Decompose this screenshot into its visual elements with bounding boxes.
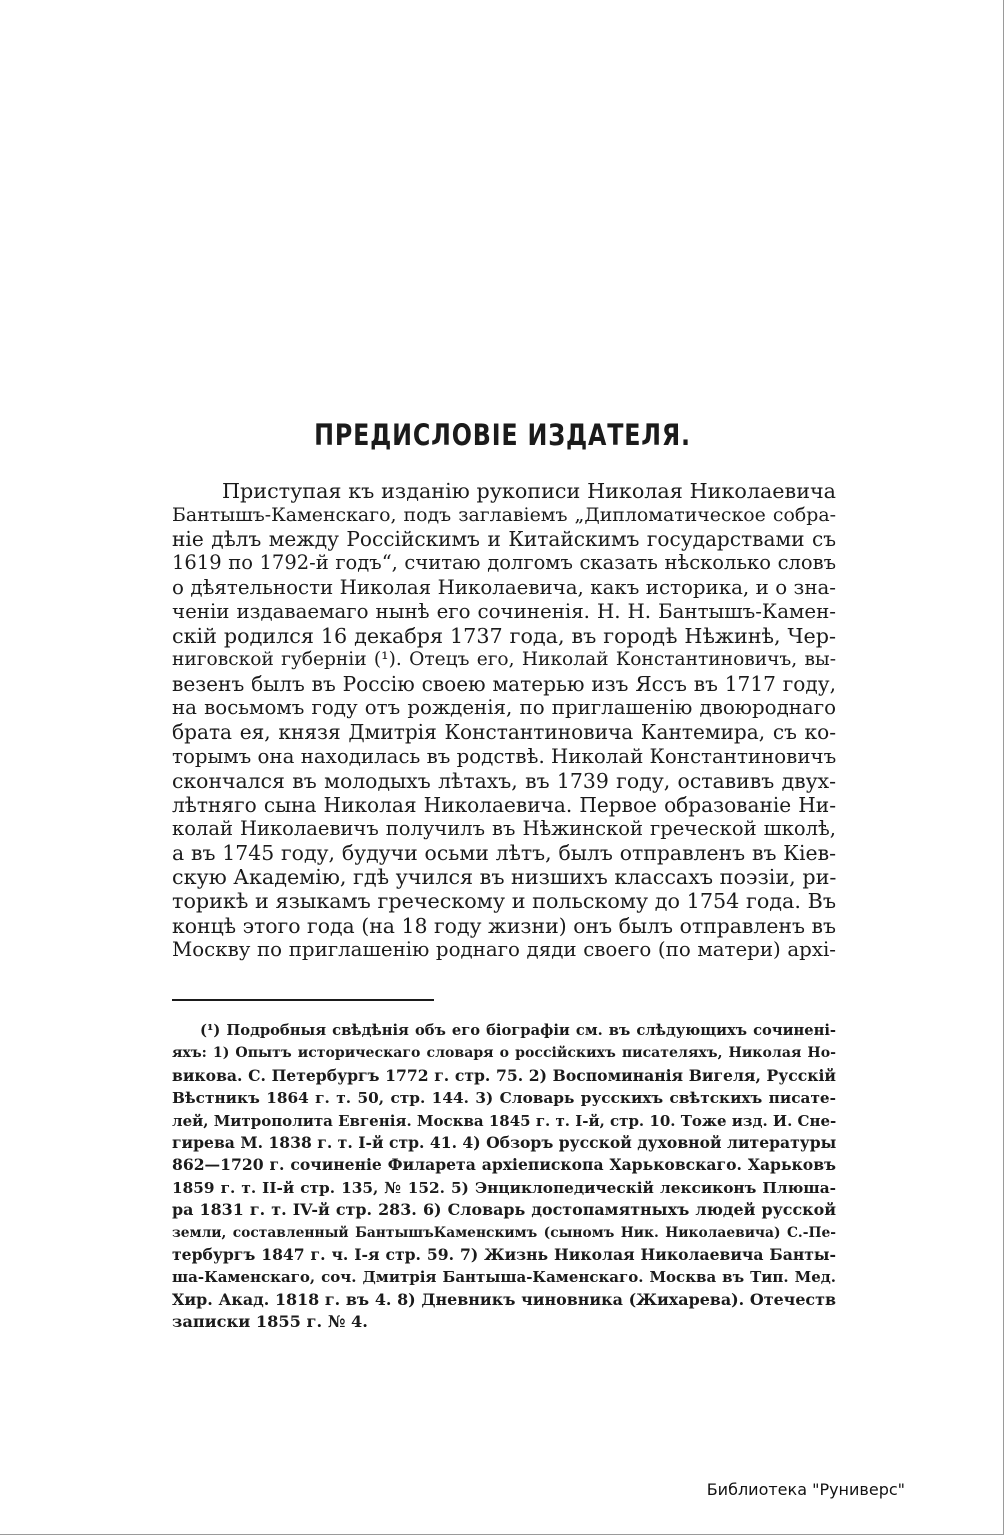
paragraph-line: Бантышъ-Каменскаго, подъ заглавіемъ „Дипломатическое собра- [172, 504, 836, 527]
paragraph-line: торикѣ и языкамъ греческому и польскому до 1754 года. Въ [172, 889, 836, 914]
paragraph-line: концѣ этого года (на 18 году жизни) онъ былъ отправленъ въ [172, 913, 836, 938]
paragraph-line: на восьмомъ году отъ рожденія, по приглашенію двоюроднаго [172, 696, 836, 720]
footnote-line: записки 1855 г. № 4. [172, 1312, 368, 1332]
paragraph-line: лѣтняго сына Николая Николаевича. Первое образованіе Ни- [172, 792, 836, 817]
paragraph-line: торымъ она находилась въ родствѣ. Николай Константиновичъ [172, 744, 837, 768]
paragraph-line: Приступая къ изданію рукописи Николая Николаевича [222, 479, 836, 503]
footnote-line: Вѣстникъ 1864 г. т. 50, стр. 144. 3) Словарь русскихъ свѣтскихъ писате- [172, 1089, 836, 1108]
paragraph-line: брата ея, князя Дмитрія Константиновича Кантемира, съ ко- [172, 720, 836, 745]
paragraph-line: скую Академію, гдѣ учился въ низшихъ классахъ поэзіи, ри- [172, 865, 837, 890]
footnote-line: лей, Митрополита Евгенія. Москва 1845 г. т. I-й, стр. 10. Тоже изд. И. Сне- [172, 1111, 837, 1130]
paragraph-line: Москву по приглашенію роднаго дяди своего (по матери) архі- [172, 937, 836, 961]
paragraph-line: ніе дѣлъ между Россійскимъ и Китайскимъ государствами съ [172, 527, 836, 552]
paragraph-line: скончался въ молодыхъ лѣтахъ, въ 1739 году, оставивъ двух- [172, 768, 836, 793]
footnote-line: (¹) Подробныя свѣдѣнія объ его біографіи см. въ слѣдующихъ сочиненi- [200, 1022, 836, 1039]
footnote-line: Хир. Акад. 1818 г. въ 4. 8) Дневникъ чиновника (Жихарева). Отечеств [172, 1289, 836, 1309]
footnote-line: яхъ: 1) Опытъ историческаго словаря о россійскихъ писателяхъ, Николая Но- [172, 1045, 836, 1062]
footnote-line: 862—1720 г. сочиненіе Филарета архіепископа Харьковскаго. Харьковъ [172, 1155, 836, 1175]
footnote-separator [172, 999, 434, 1001]
footnote-line: ша-Каменскаго, соч. Дмитрія Бантыша-Каменскаго. Москва въ Тип. Мед. [172, 1268, 836, 1287]
paragraph-line: везенъ былъ въ Россію своею матерью изъ Яссъ въ 1717 году, [172, 672, 836, 697]
footnote-line: гирева М. 1838 г. т. I-й стр. 41. 4) Обзоръ русской духовной литературы [172, 1132, 837, 1152]
preface-paragraph [172, 479, 836, 962]
paragraph-line: скій родился 16 декабря 1737 года, въ городѣ Нѣжинѣ, Чер- [172, 623, 836, 648]
paragraph-line: ниговской губерніи (¹). Отецъ его, Николай Константиновичъ, вы- [172, 648, 836, 670]
footnote-line: викова. С. Петербургъ 1772 г. стр. 75. 2) Воспоминанія Вигеля, Русскій [172, 1065, 836, 1085]
paragraph-line: колай Николаевичъ получилъ въ Нѣжинской греческой школѣ, [172, 816, 836, 840]
footnote-line: ра 1831 г. т. IV-й стр. 283. 6) Словарь достопамятныхъ людей русской [172, 1200, 836, 1220]
footnotes [172, 1020, 836, 1333]
library-credit: Библиотека "Руниверс" [706, 1480, 905, 1499]
footnote-line: 1859 г. т. II-й стр. 135, № 152. 5) Энциклопедическій лексиконъ Плюша- [172, 1178, 836, 1197]
paragraph-line: 1619 по 1792-й годъ“, считаю долгомъ сказать нѣсколько словъ [172, 551, 836, 575]
footnote-line: тербургъ 1847 г. ч. I-я стр. 59. 7) Жизнь Николая Николаевича Банты- [172, 1244, 836, 1264]
footnote-line: земли, составленный БантышъКаменскимъ (сыномъ Ник. Николаевича) С.-Пе- [172, 1224, 836, 1241]
paragraph-line: а въ 1745 году, будучи осьми лѣтъ, былъ отправленъ въ Кіев- [172, 841, 836, 866]
paragraph-line: о дѣятельности Николая Николаевича, какъ историка, и о зна- [172, 575, 836, 599]
page-title: ПРЕДИСЛОВІЕ ИЗДАТЕЛЯ. [314, 418, 691, 452]
paragraph-line: ченіи издаваемаго нынѣ его сочиненія. Н. Н. Бантышъ-Камен- [172, 599, 836, 623]
